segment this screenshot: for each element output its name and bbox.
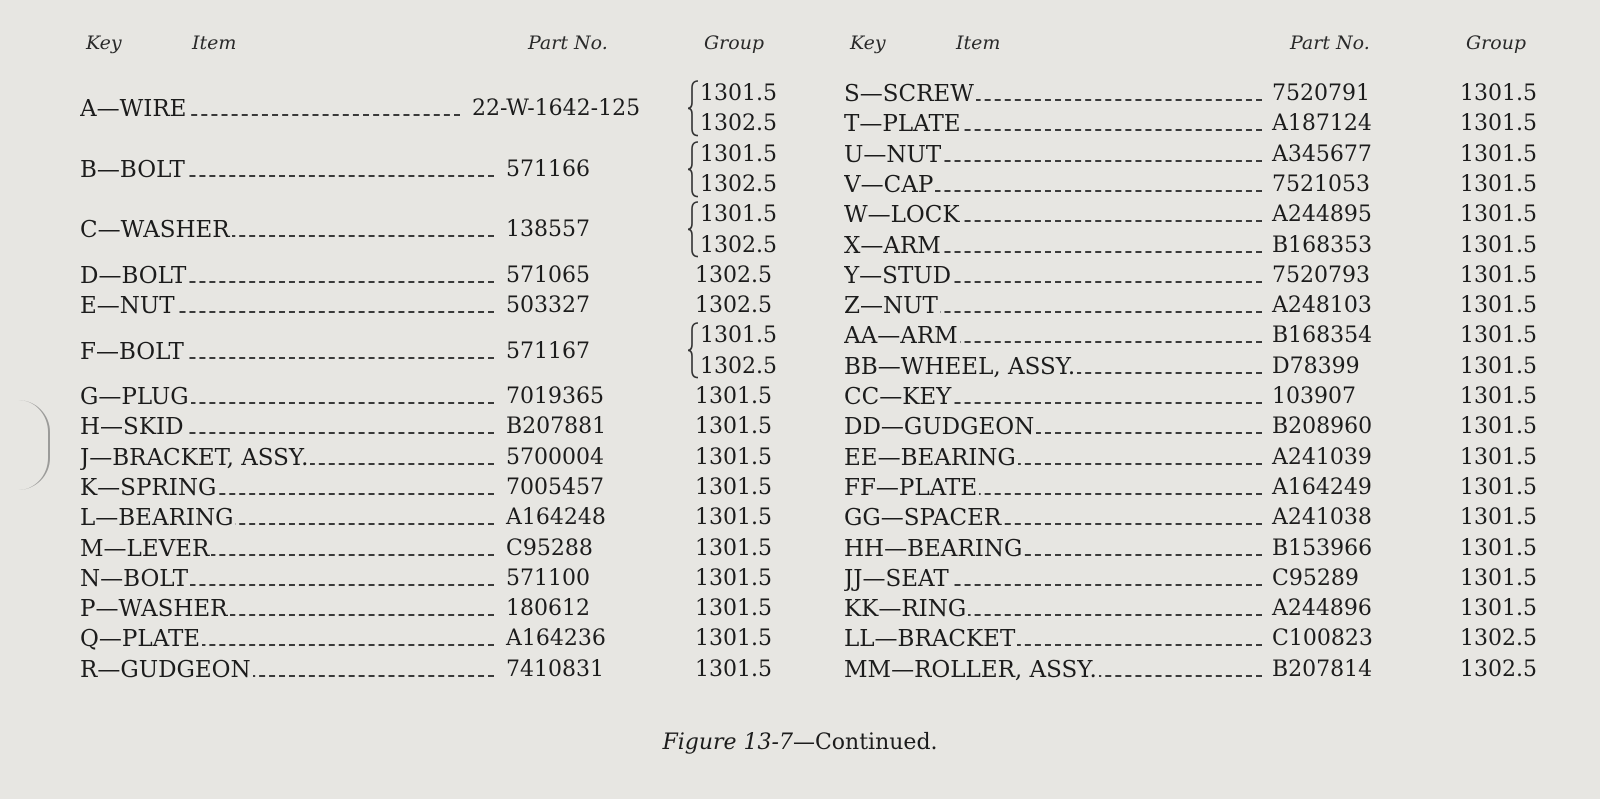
item-label (844, 352, 1262, 382)
part-number: A164248 (506, 505, 606, 531)
part-number: 7520793 (1272, 262, 1370, 288)
item-text: Q—PLATE (80, 626, 201, 653)
item-label (844, 534, 1262, 564)
item-text: FF—PLATE (844, 474, 978, 501)
right-parts-row (0, 352, 1600, 382)
item-text: P—WASHER (80, 596, 228, 623)
group-number: 1301.5 (695, 384, 772, 409)
right-header-group: Group (1466, 32, 1527, 54)
item-label (844, 473, 1262, 503)
item-text: CC—KEY (844, 384, 952, 410)
right-parts-row (0, 291, 1600, 321)
item-text: GG—SPACER (844, 505, 1002, 532)
item-text: F—BOLT (80, 338, 184, 365)
part-number: 7521053 (1272, 171, 1370, 197)
group-number: 1301.5 (700, 81, 777, 106)
item-text: J—BRACKET, ASSY. (80, 444, 309, 471)
group-number: 1301.5 (695, 656, 772, 682)
part-number: 180612 (506, 596, 590, 622)
group-number: 1301.5 (1460, 171, 1537, 197)
item-text: N—BOLT (80, 565, 189, 592)
group-number: 1301.5 (695, 596, 772, 622)
part-number: A248103 (1272, 293, 1372, 319)
item-text: W—LOCK (844, 202, 960, 229)
group-number: 1301.5 (1460, 384, 1537, 409)
group-number: 1301.5 (1460, 565, 1537, 591)
right-header-item: Item (956, 32, 1001, 54)
part-number: 571065 (506, 262, 590, 288)
part-number: 571167 (506, 338, 590, 364)
item-text: C—WASHER (80, 217, 230, 244)
part-number: A187124 (1272, 111, 1372, 137)
item-text: D—BOLT (80, 262, 187, 289)
group-number: 1301.5 (1460, 323, 1537, 349)
right-parts-row (0, 261, 1600, 291)
part-number: 103907 (1272, 384, 1356, 409)
item-text: MM—ROLLER, ASSY. (844, 656, 1097, 683)
item-text: AA—ARM (844, 323, 958, 350)
item-text: E—NUT (80, 293, 175, 320)
group-number: 1301.5 (1460, 293, 1537, 319)
group-number: 1301.5 (700, 202, 777, 228)
part-number: 571166 (506, 156, 590, 182)
right-parts-row (0, 503, 1600, 533)
right-parts-row (0, 321, 1600, 351)
group-number: 1301.5 (695, 474, 772, 500)
right-parts-row (0, 170, 1600, 200)
item-text: EE—BEARING (844, 444, 1016, 471)
right-header-key: Key (850, 32, 886, 54)
right-parts-row (0, 534, 1600, 564)
item-label (844, 231, 1262, 261)
part-number: 571100 (506, 565, 590, 591)
part-number: 7005457 (506, 474, 604, 500)
group-number: 1301.5 (695, 535, 772, 561)
item-label (844, 170, 1262, 200)
part-number: B153966 (1272, 535, 1373, 561)
item-label (844, 503, 1262, 533)
part-number: D78399 (1272, 353, 1360, 379)
left-header-part-no: Part No. (528, 32, 608, 54)
group-number: 1302.5 (1460, 626, 1537, 652)
item-label (844, 261, 1262, 291)
group-number: 1301.5 (1460, 414, 1537, 440)
part-number: C95288 (506, 535, 593, 561)
item-text: H—SKID (80, 414, 184, 441)
group-number: 1302.5 (695, 293, 772, 319)
part-number: A345677 (1272, 141, 1372, 167)
part-number: B168353 (1272, 232, 1373, 258)
item-text: R—GUDGEON (80, 656, 251, 683)
item-text: X—ARM (844, 232, 941, 259)
right-parts-row (0, 200, 1600, 230)
part-number: A241039 (1272, 444, 1372, 470)
right-parts-row (0, 624, 1600, 654)
part-number: A244895 (1272, 202, 1372, 228)
group-number: 1301.5 (1460, 202, 1537, 228)
item-label (844, 291, 1262, 321)
part-number: 503327 (506, 293, 590, 319)
part-number: 5700004 (506, 444, 604, 470)
part-number: 138557 (506, 217, 590, 243)
part-number: B168354 (1272, 323, 1373, 349)
item-label (844, 564, 1262, 594)
item-text: BB—WHEEL, ASSY. (844, 353, 1076, 380)
right-header-part-no: Part No. (1290, 32, 1370, 54)
group-number: 1301.5 (1460, 81, 1537, 106)
item-text: Z—NUT (844, 293, 938, 320)
item-text: B—BOLT (80, 156, 185, 183)
item-text: JJ—SEAT (844, 565, 949, 592)
item-text: A—WIRE (80, 96, 187, 123)
right-parts-row (0, 382, 1600, 412)
item-text: G—PLUG (80, 384, 189, 410)
group-number: 1301.5 (695, 565, 772, 591)
part-number: 7520791 (1272, 81, 1370, 106)
part-number: B207814 (1272, 656, 1373, 682)
left-header-item: Item (192, 32, 237, 54)
group-number: 1301.5 (695, 414, 772, 440)
group-number: 1301.5 (1460, 353, 1537, 379)
right-parts-row (0, 231, 1600, 261)
group-number: 1301.5 (695, 626, 772, 652)
group-number: 1301.5 (1460, 474, 1537, 500)
item-text: T—PLATE (844, 111, 961, 138)
right-parts-row (0, 564, 1600, 594)
item-text: M—LEVER (80, 535, 210, 562)
group-number: 1302.5 (700, 353, 777, 379)
item-label (844, 79, 1262, 109)
part-number: A164249 (1272, 474, 1372, 500)
right-parts-row (0, 412, 1600, 442)
part-number: A164236 (506, 626, 606, 652)
item-text: L—BEARING (80, 505, 234, 532)
part-number: C95289 (1272, 565, 1359, 591)
figure-suffix: —Continued. (792, 730, 938, 755)
group-number: 1301.5 (700, 141, 777, 167)
group-number: 1302.5 (700, 232, 777, 258)
group-number: 1301.5 (700, 323, 777, 349)
item-text: V—CAP (844, 171, 934, 198)
group-number: 1301.5 (1460, 111, 1537, 137)
item-label (844, 200, 1262, 230)
group-number: 1301.5 (1460, 141, 1537, 167)
group-number: 1301.5 (1460, 444, 1537, 470)
item-label (844, 140, 1262, 170)
right-parts-row (0, 140, 1600, 170)
item-text: HH—BEARING (844, 535, 1023, 562)
item-label (844, 655, 1262, 685)
figure-caption (0, 730, 1600, 755)
item-text: S—SCREW (844, 81, 974, 107)
item-label (844, 624, 1262, 654)
part-number: 7019365 (506, 384, 604, 409)
figure-label: Figure 13-7 (662, 730, 793, 755)
group-number: 1301.5 (1460, 596, 1537, 622)
right-parts-row (0, 79, 1600, 109)
group-number: 1301.5 (1460, 232, 1537, 258)
left-header-key: Key (86, 32, 122, 54)
item-label (844, 594, 1262, 624)
right-parts-row (0, 109, 1600, 139)
right-parts-row (0, 594, 1600, 624)
item-label (844, 382, 1262, 412)
group-number: 1301.5 (695, 505, 772, 531)
group-number: 1302.5 (700, 171, 777, 197)
item-text: LL—BRACKET (844, 626, 1016, 653)
group-number: 1301.5 (695, 444, 772, 470)
part-number: 22-W-1642-125 (472, 96, 641, 122)
part-number: A241038 (1272, 505, 1372, 531)
part-number: 7410831 (506, 656, 604, 682)
item-text: U—NUT (844, 141, 942, 168)
group-number: 1301.5 (1460, 262, 1537, 288)
part-number: B208960 (1272, 414, 1373, 440)
right-parts-row (0, 473, 1600, 503)
part-number: C100823 (1272, 626, 1373, 652)
item-text: Y—STUD (844, 262, 952, 289)
part-number: B207881 (506, 414, 607, 440)
item-label (844, 109, 1262, 139)
group-number: 1301.5 (1460, 535, 1537, 561)
item-label (844, 443, 1262, 473)
left-header-group: Group (704, 32, 765, 54)
group-number: 1301.5 (1460, 505, 1537, 531)
group-number: 1302.5 (700, 111, 777, 137)
item-text: KK—RING (844, 596, 967, 623)
item-label (844, 412, 1262, 442)
part-number: A244896 (1272, 596, 1372, 622)
group-number: 1302.5 (1460, 656, 1537, 682)
item-text: K—SPRING (80, 474, 217, 501)
item-label (844, 321, 1262, 351)
item-text: DD—GUDGEON (844, 414, 1035, 441)
group-number: 1302.5 (695, 262, 772, 288)
